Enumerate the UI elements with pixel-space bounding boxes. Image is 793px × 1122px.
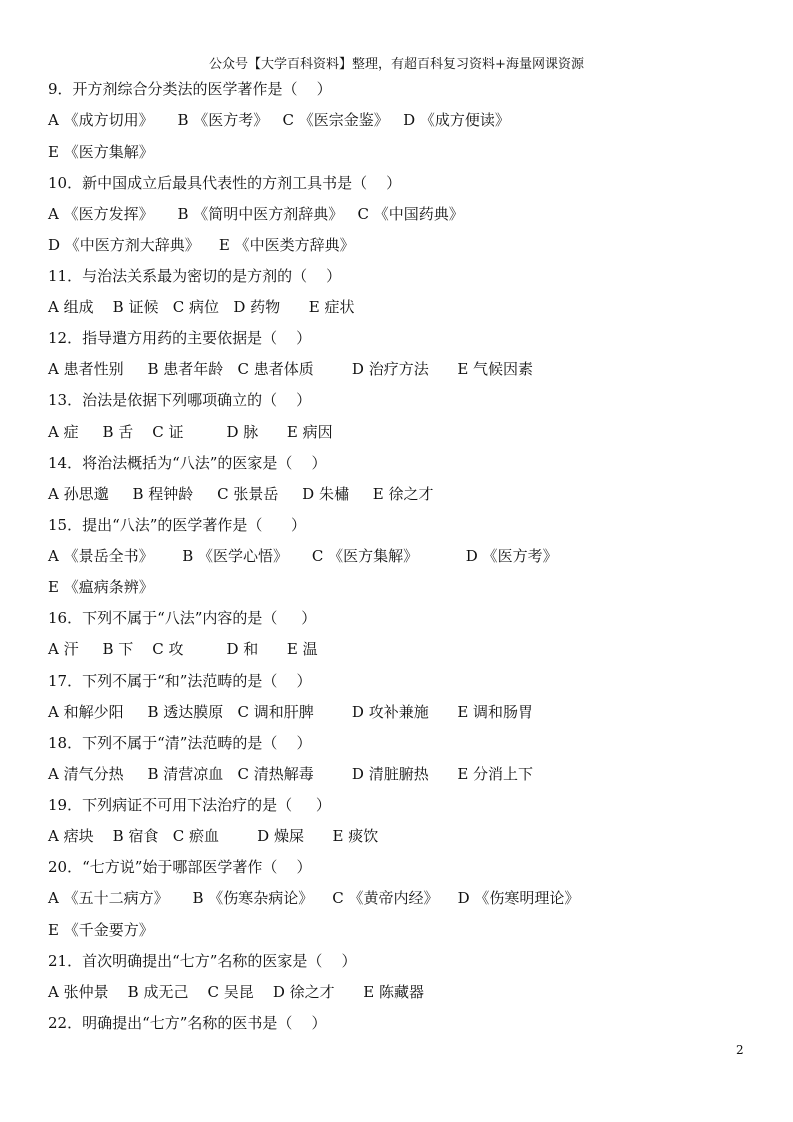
question-14-stem: 14．将治法概括为“八法”的医家是（ ） [48, 454, 327, 472]
question-9-options-cont: E 《医方集解》 [48, 143, 154, 161]
question-16-stem: 16．下列不属于“八法”内容的是（ ） [48, 609, 317, 627]
question-15-options: A 《景岳全书》 B 《医学心悟》 C 《医方集解》 D 《医方考》 [48, 547, 558, 565]
question-9-stem: 9．开方剂综合分类法的医学著作是（ ） [48, 80, 332, 98]
question-19-stem: 19．下列病证不可用下法治疗的是（ ） [48, 796, 331, 814]
question-17-options: A 和解少阳 B 透达膜原 C 调和肝脾 D 攻补兼施 E 调和肠胃 [48, 703, 534, 721]
question-21-stem: 21．首次明确提出“七方”名称的医家是（ ） [48, 952, 357, 970]
question-17-stem: 17．下列不属于“和”法范畴的是（ ） [48, 672, 312, 690]
question-21-options: A 张仲景 B 成无己 C 吴昆 D 徐之才 E 陈藏器 [48, 983, 424, 1001]
question-12-stem: 12．指导遣方用药的主要依据是（ ） [48, 329, 312, 347]
question-20-options-cont: E 《千金要方》 [48, 921, 154, 939]
question-11-stem: 11．与治法关系最为密切的是方剂的（ ） [48, 267, 342, 285]
question-14-options: A 孙思邈 B 程钟龄 C 张景岳 D 朱橚 E 徐之才 [48, 485, 434, 503]
page-number: 2 [736, 1043, 744, 1057]
question-9-options: A 《成方切用》 B 《医方考》 C 《医宗金鉴》 D 《成方便读》 [48, 111, 510, 129]
question-12-options: A 患者性别 B 患者年龄 C 患者体质 D 治疗方法 E 气候因素 [48, 360, 534, 378]
question-18-stem: 18．下列不属于“清”法范畴的是（ ） [48, 734, 312, 752]
question-15-stem: 15．提出“八法”的医学著作是（ ） [48, 516, 307, 534]
question-18-options: A 清气分热 B 清营凉血 C 清热解毒 D 清脏腑热 E 分消上下 [48, 765, 534, 783]
question-11-options: A 组成 B 证候 C 病位 D 药物 E 症状 [48, 298, 355, 316]
page-header: 公众号【大学百科资料】整理，有超百科复习资料+海量网课资源 [209, 57, 584, 72]
question-10-stem: 10．新中国成立后最具代表性的方剂工具书是（ ） [48, 174, 402, 192]
question-10-options-cont: D 《中医方剂大辞典》 E 《中医类方辞典》 [48, 236, 355, 254]
question-15-options-cont: E 《瘟病条辨》 [48, 578, 154, 596]
question-13-stem: 13．治法是依据下列哪项确立的（ ） [48, 391, 312, 409]
question-20-options: A 《五十二病方》 B 《伤寒杂病论》 C 《黄帝内经》 D 《伤寒明理论》 [48, 889, 580, 907]
question-16-options: A 汗 B 下 C 攻 D 和 E 温 [48, 640, 318, 658]
question-22-stem: 22．明确提出“七方”名称的医书是（ ） [48, 1014, 327, 1032]
question-13-options: A 症 B 舌 C 证 D 脉 E 病因 [48, 423, 333, 441]
question-19-options: A 痞块 B 宿食 C 瘀血 D 燥屎 E 痰饮 [48, 827, 379, 845]
question-20-stem: 20．“七方说”始于哪部医学著作（ ） [48, 858, 312, 876]
question-10-options: A 《医方发挥》 B 《简明中医方剂辞典》 C 《中国药典》 [48, 205, 464, 223]
